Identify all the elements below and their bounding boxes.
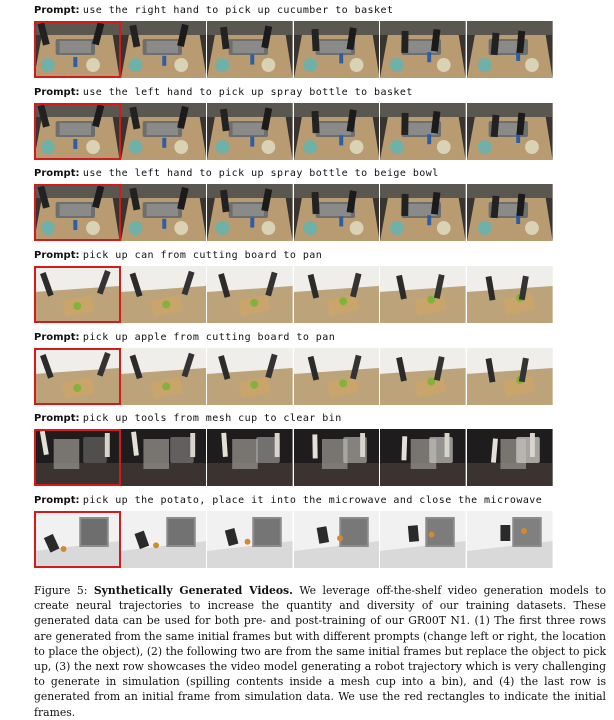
- generated-frame: [121, 103, 208, 160]
- generated-frame: [467, 184, 554, 241]
- prompt-text: pick up the potato, place it into the microwave and close the microwave: [82, 495, 543, 506]
- row-prompt: [34, 3, 554, 17]
- generated-frame: [294, 429, 381, 486]
- generated-frame: [207, 511, 294, 568]
- row-prompt: [34, 85, 554, 99]
- generated-frame: [207, 429, 294, 486]
- generated-frame: [380, 21, 467, 78]
- generated-frame: [294, 348, 381, 405]
- prompt-text: use the left hand to pick up spray bottle to basket: [82, 87, 413, 98]
- prompt-text: use the right hand to pick up cucumber to basket: [82, 5, 394, 16]
- initial-frame: [34, 348, 121, 405]
- generated-frame: [207, 184, 294, 241]
- initial-frame: [34, 21, 121, 78]
- row-prompt: [34, 166, 554, 180]
- frame-strip: [34, 21, 554, 78]
- figure-row: [34, 85, 554, 160]
- figure-row: [34, 248, 554, 323]
- frame-strip: [34, 103, 554, 160]
- figure-row: [34, 330, 554, 405]
- generated-frame: [121, 511, 208, 568]
- caption-body: We leverage off-the-shelf video generation models to create neural trajectories to increase the quantity and diversity of our training datasets. These generated data can be used for both pre- and post-training of our GR00T N1. (1) The first three rows are generated from the same initial frames but with different prompts (change left or right, the location to place the object), (2) the following two are from the same initial frames but replace the object to pick up, (3) the next row showcases the video model generating a robot trajectory which is very challenging to generate in simulation (spilling contents inside a mesh cup into a bin), and (4) the last row is generated from an initial frame from simulation data. We use the red rectangles to indicate the initial frames.: [34, 584, 606, 719]
- row-prompt: [34, 493, 554, 507]
- generated-frame: [380, 266, 467, 323]
- generated-frame: [467, 348, 554, 405]
- figure-title: Synthetically Generated Videos.: [93, 584, 293, 597]
- generated-frame: [207, 21, 294, 78]
- prompt-text: use the left hand to pick up spray bottle to beige bowl: [82, 168, 439, 179]
- generated-frame: [121, 348, 208, 405]
- row-prompt: [34, 248, 554, 262]
- initial-frame: [34, 103, 121, 160]
- figure-label: Figure 5:: [34, 584, 88, 597]
- figure-caption: [34, 583, 606, 720]
- generated-frame: [467, 103, 554, 160]
- initial-frame: [34, 429, 121, 486]
- row-prompt: [34, 330, 554, 344]
- frame-strip: [34, 348, 554, 405]
- prompt-label: Prompt:: [34, 168, 80, 179]
- initial-frame: [34, 511, 121, 568]
- prompt-label: Prompt:: [34, 250, 80, 261]
- prompt-text: pick up apple from cutting board to pan: [82, 332, 336, 343]
- row-prompt: [34, 411, 554, 425]
- initial-frame: [34, 266, 121, 323]
- generated-frame: [380, 429, 467, 486]
- generated-frame: [294, 21, 381, 78]
- prompt-label: Prompt:: [34, 413, 80, 424]
- generated-frame: [121, 266, 208, 323]
- frame-strip: [34, 429, 554, 486]
- generated-frame: [207, 266, 294, 323]
- frame-strip: [34, 184, 554, 241]
- generated-frame: [467, 266, 554, 323]
- generated-frame: [380, 184, 467, 241]
- generated-frame: [294, 511, 381, 568]
- generated-frame: [207, 103, 294, 160]
- generated-frame: [467, 511, 554, 568]
- prompt-text: pick up can from cutting board to pan: [82, 250, 323, 261]
- generated-frame: [467, 429, 554, 486]
- prompt-label: Prompt:: [34, 5, 80, 16]
- generated-frame: [294, 103, 381, 160]
- frame-strip: [34, 266, 554, 323]
- generated-frame: [121, 429, 208, 486]
- figure-row: [34, 411, 554, 486]
- figure-row: [34, 493, 554, 568]
- generated-frame: [121, 21, 208, 78]
- frame-strip: [34, 511, 554, 568]
- generated-frame: [207, 348, 294, 405]
- prompt-label: Prompt:: [34, 332, 80, 343]
- generated-frame: [294, 266, 381, 323]
- prompt-label: Prompt:: [34, 87, 80, 98]
- initial-frame: [34, 184, 121, 241]
- generated-frame: [380, 103, 467, 160]
- generated-frame: [467, 21, 554, 78]
- prompt-label: Prompt:: [34, 495, 80, 506]
- prompt-text: pick up tools from mesh cup to clear bin: [82, 413, 342, 424]
- generated-frame: [380, 348, 467, 405]
- figure-row: [34, 166, 554, 241]
- generated-frame: [121, 184, 208, 241]
- generated-frame: [380, 511, 467, 568]
- generated-frame: [294, 184, 381, 241]
- figure-row: [34, 3, 554, 78]
